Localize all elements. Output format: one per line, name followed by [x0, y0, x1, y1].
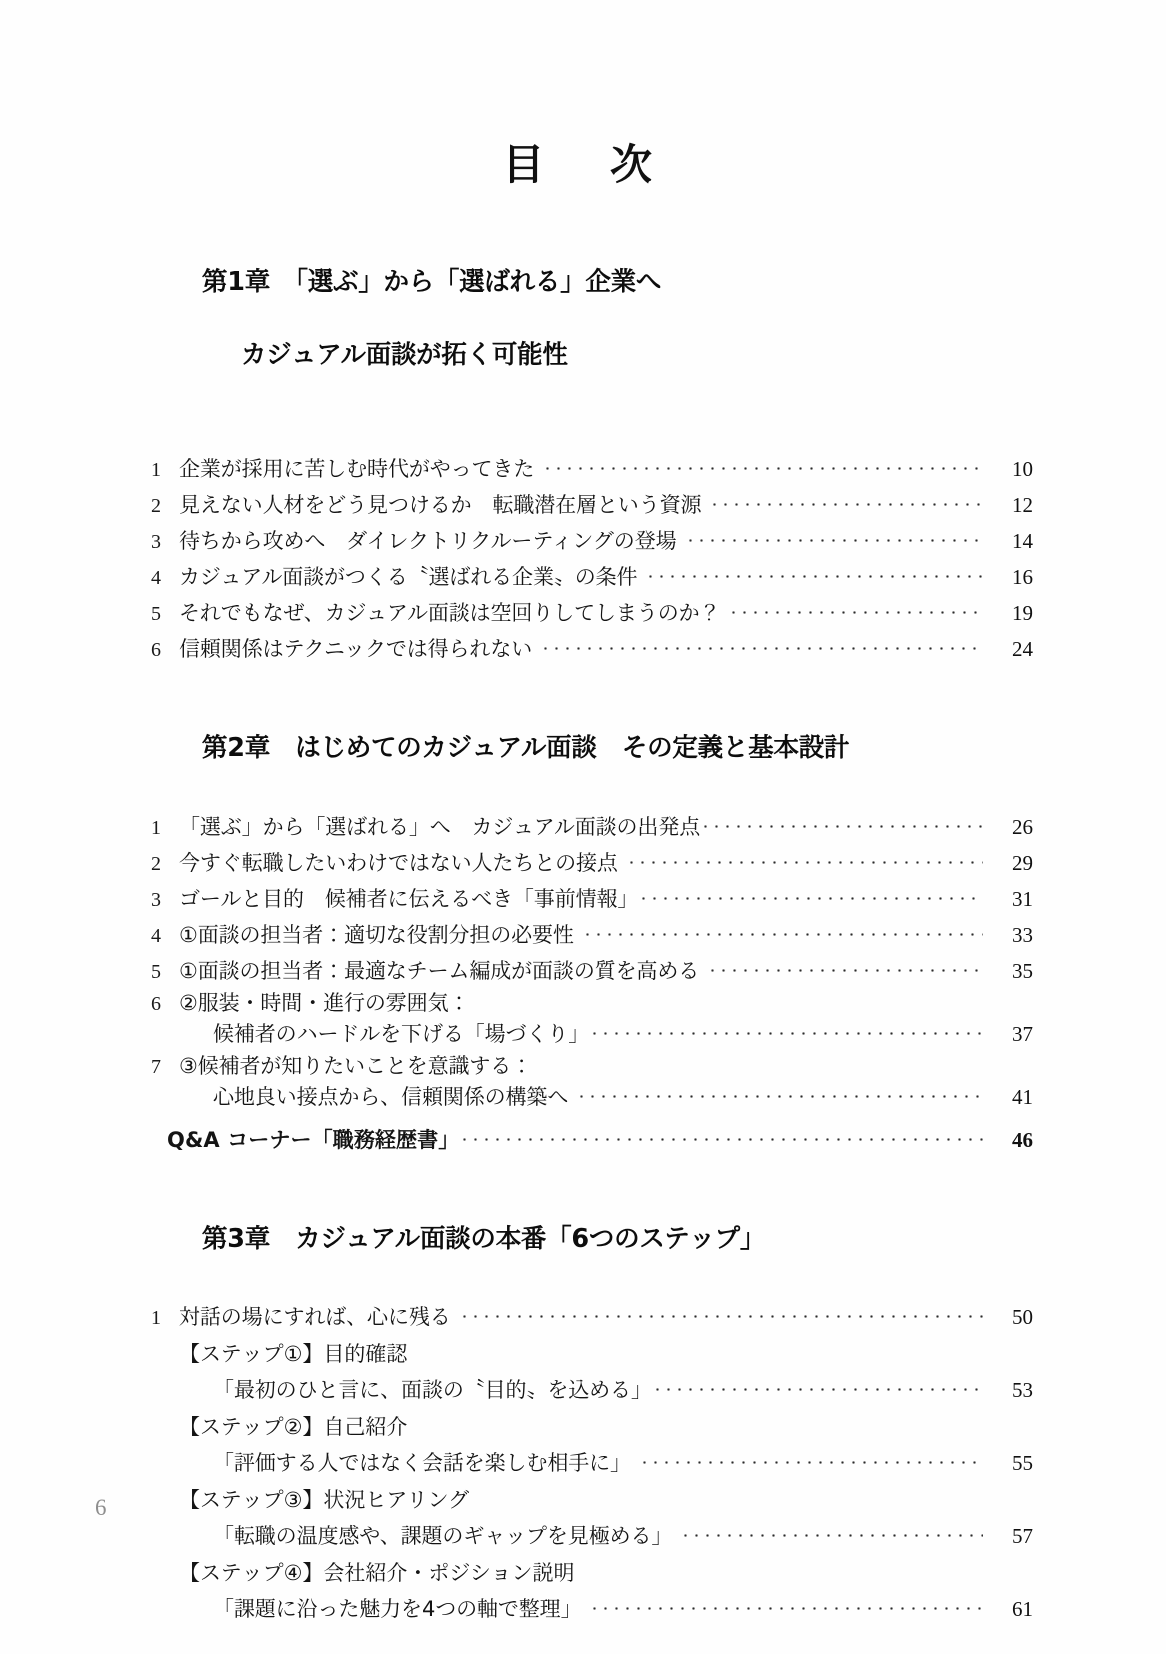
entry-page-number: 50	[1012, 1305, 1033, 1330]
leader-dots	[589, 1020, 983, 1041]
step-block	[133, 1563, 1033, 1620]
entry-label-line2: 候補者のハードルを下げる「場づくり」	[213, 1021, 590, 1046]
leader-dots	[709, 491, 983, 512]
step-title: 【ステップ③】状況ヒアリング	[179, 1488, 470, 1513]
toc-entry[interactable]	[133, 990, 1033, 1015]
step-block	[133, 1417, 1033, 1474]
entry-page-number: 10	[1012, 457, 1033, 482]
entry-label: カジュアル面談がつくる〝選ばれる企業〟の条件	[179, 565, 638, 590]
toc-entry[interactable]	[133, 849, 1033, 874]
entry-page-number: 14	[1012, 529, 1033, 554]
entry-page-number: 37	[1012, 1021, 1033, 1046]
leader-dots	[582, 921, 983, 942]
leader-dots	[638, 885, 983, 906]
entry-page-number: 46	[1012, 1127, 1033, 1152]
entry-label: 信頼関係はテクニックでは得られない	[179, 637, 533, 662]
toc-entry-step[interactable]	[133, 1595, 1033, 1620]
entry-label: 企業が採用に苦しむ時代がやってきた	[179, 457, 535, 482]
entry-page-number: 61	[1012, 1597, 1033, 1622]
step-subtitle: 「評価する人ではなく会話を楽しむ相手に」	[213, 1451, 631, 1476]
toc-entry-step[interactable]	[133, 1522, 1033, 1547]
step-title: 【ステップ④】会社紹介・ポジション説明	[179, 1561, 575, 1586]
entry-number: 1	[151, 459, 161, 482]
toc-entry-continuation[interactable]	[133, 1020, 1033, 1045]
chapter-section-1	[133, 228, 1033, 660]
chapter-3-entries	[133, 1303, 1033, 1620]
toc-entry-step[interactable]	[133, 1449, 1033, 1474]
entry-number: 6	[151, 639, 161, 662]
leader-dots	[707, 957, 983, 978]
entry-label: ②服装・時間・進行の雰囲気：	[179, 990, 470, 1015]
step-subtitle: 「課題に沿った魅力を4つの軸で整理」	[213, 1597, 582, 1622]
toc-entry[interactable]	[133, 885, 1033, 910]
leader-dots	[728, 599, 983, 620]
leader-dots	[685, 527, 984, 548]
toc-entry[interactable]	[133, 527, 1033, 552]
entry-page-number: 12	[1012, 493, 1033, 518]
entry-label: ③候補者が知りたいことを意識する：	[179, 1053, 533, 1078]
entry-label: 待ちから攻めへ ダイレクトリクルーティングの登場	[179, 529, 677, 554]
entry-number: 2	[151, 852, 161, 875]
step-subtitle: 「転職の温度感や、課題のギャップを見極める」	[213, 1524, 673, 1549]
qa-corner-label: Q&A コーナー「職務経歴書」	[167, 1127, 460, 1152]
chapter-heading-2	[133, 694, 1033, 803]
entry-label: ゴールと目的 候補者に伝えるべき「事前情報」	[179, 886, 639, 911]
entry-page-number: 35	[1012, 958, 1033, 983]
entry-number: 1	[151, 816, 161, 839]
entry-label: 「選ぶ」から「選ばれる」へ カジュアル面談の出発点	[179, 814, 701, 839]
chapter-heading-3-line1: 第3章 カジュアル面談の本番「6つのステップ」	[201, 1224, 766, 1255]
step-block	[133, 1344, 1033, 1401]
entry-number: 5	[151, 960, 161, 983]
entry-label: それでもなぜ、カジュアル面談は空回りしてしまうのか？	[179, 601, 721, 626]
toc-entry[interactable]	[133, 455, 1033, 480]
entry-number: 1	[151, 1307, 161, 1330]
entry-number: 4	[151, 567, 161, 590]
chapter-2-entries	[133, 813, 1033, 1151]
toc-entry[interactable]	[133, 921, 1033, 946]
chapter-heading-1-line1: 第1章 「選ぶ」から「選ばれる」企業へ	[201, 267, 662, 298]
chapter-heading-2-line1: 第2章 はじめてのカジュアル面談 その定義と基本設計	[201, 733, 850, 764]
toc-entry[interactable]	[133, 1053, 1033, 1078]
chapter-heading-3	[133, 1185, 1033, 1294]
toc-entry-step[interactable]	[133, 1376, 1033, 1401]
entry-label-line2: 心地良い接点から、信頼関係の構築へ	[213, 1084, 569, 1109]
leader-dots	[459, 1303, 983, 1324]
step-block	[133, 1490, 1033, 1547]
entry-label: 今すぐ転職したいわけではない人たちとの接点	[179, 850, 618, 875]
toc-entry[interactable]	[133, 599, 1033, 624]
chapter-1-entries	[133, 455, 1033, 660]
entry-label: ①面談の担当者：適切な役割分担の必要性	[179, 922, 574, 947]
entry-page-number: 55	[1012, 1451, 1033, 1476]
step-title: 【ステップ②】自己紹介	[179, 1415, 408, 1440]
entry-page-number: 33	[1012, 922, 1033, 947]
toc-entry[interactable]	[133, 563, 1033, 588]
leader-dots	[680, 1522, 983, 1543]
leader-dots	[589, 1595, 983, 1616]
toc-entry[interactable]	[133, 957, 1033, 982]
entry-label: ①面談の担当者：最適なチーム編成が面談の質を高める	[179, 958, 700, 983]
entry-page-number: 29	[1012, 850, 1033, 875]
entry-page-number: 41	[1012, 1084, 1033, 1109]
entry-label: 対話の場にすれば、心に残る	[179, 1305, 451, 1330]
entry-page-number: 57	[1012, 1524, 1033, 1549]
entry-page-number: 26	[1012, 814, 1033, 839]
toc-entry-qa-corner[interactable]	[133, 1126, 1033, 1151]
step-title: 【ステップ①】目的確認	[179, 1342, 408, 1367]
toc-entry[interactable]	[133, 491, 1033, 516]
entry-page-number: 19	[1012, 601, 1033, 626]
toc-entry[interactable]	[133, 635, 1033, 660]
leader-dots	[459, 1126, 983, 1147]
entry-number: 4	[151, 924, 161, 947]
leader-dots	[645, 563, 983, 584]
entry-number: 5	[151, 603, 161, 626]
leader-dots	[576, 1083, 983, 1104]
entry-number: 6	[151, 992, 161, 1015]
chapter-section-3	[133, 1185, 1033, 1621]
entry-page-number: 16	[1012, 565, 1033, 590]
leader-dots	[700, 813, 983, 834]
entry-label: 見えない人材をどう見つけるか 転職潜在層という資源	[179, 493, 702, 518]
entry-page-number: 31	[1012, 886, 1033, 911]
leader-dots	[652, 1376, 983, 1397]
entry-page-number: 24	[1012, 637, 1033, 662]
entry-number: 3	[151, 531, 161, 554]
leader-dots	[639, 1449, 983, 1470]
entry-number: 2	[151, 495, 161, 518]
entry-page-number: 53	[1012, 1378, 1033, 1403]
toc-entry[interactable]	[133, 1303, 1033, 1328]
leader-dots	[542, 455, 983, 476]
leader-dots	[540, 635, 983, 656]
step-subtitle: 「最初のひと言に、面談の〝目的〟を込める」	[213, 1378, 652, 1403]
page-title: 目 次	[502, 140, 664, 189]
entry-number: 7	[151, 1055, 161, 1078]
entry-number: 3	[151, 888, 161, 911]
toc-content	[133, 228, 1033, 1631]
page-folio-number: 6	[95, 1495, 107, 1520]
toc-entry[interactable]	[133, 813, 1033, 838]
chapter-heading-1	[133, 228, 1033, 445]
toc-entry-continuation[interactable]	[133, 1083, 1033, 1108]
chapter-heading-1-line2: カジュアル面談が拓く可能性	[241, 339, 568, 370]
leader-dots	[626, 849, 983, 870]
chapter-section-2	[133, 694, 1033, 1151]
